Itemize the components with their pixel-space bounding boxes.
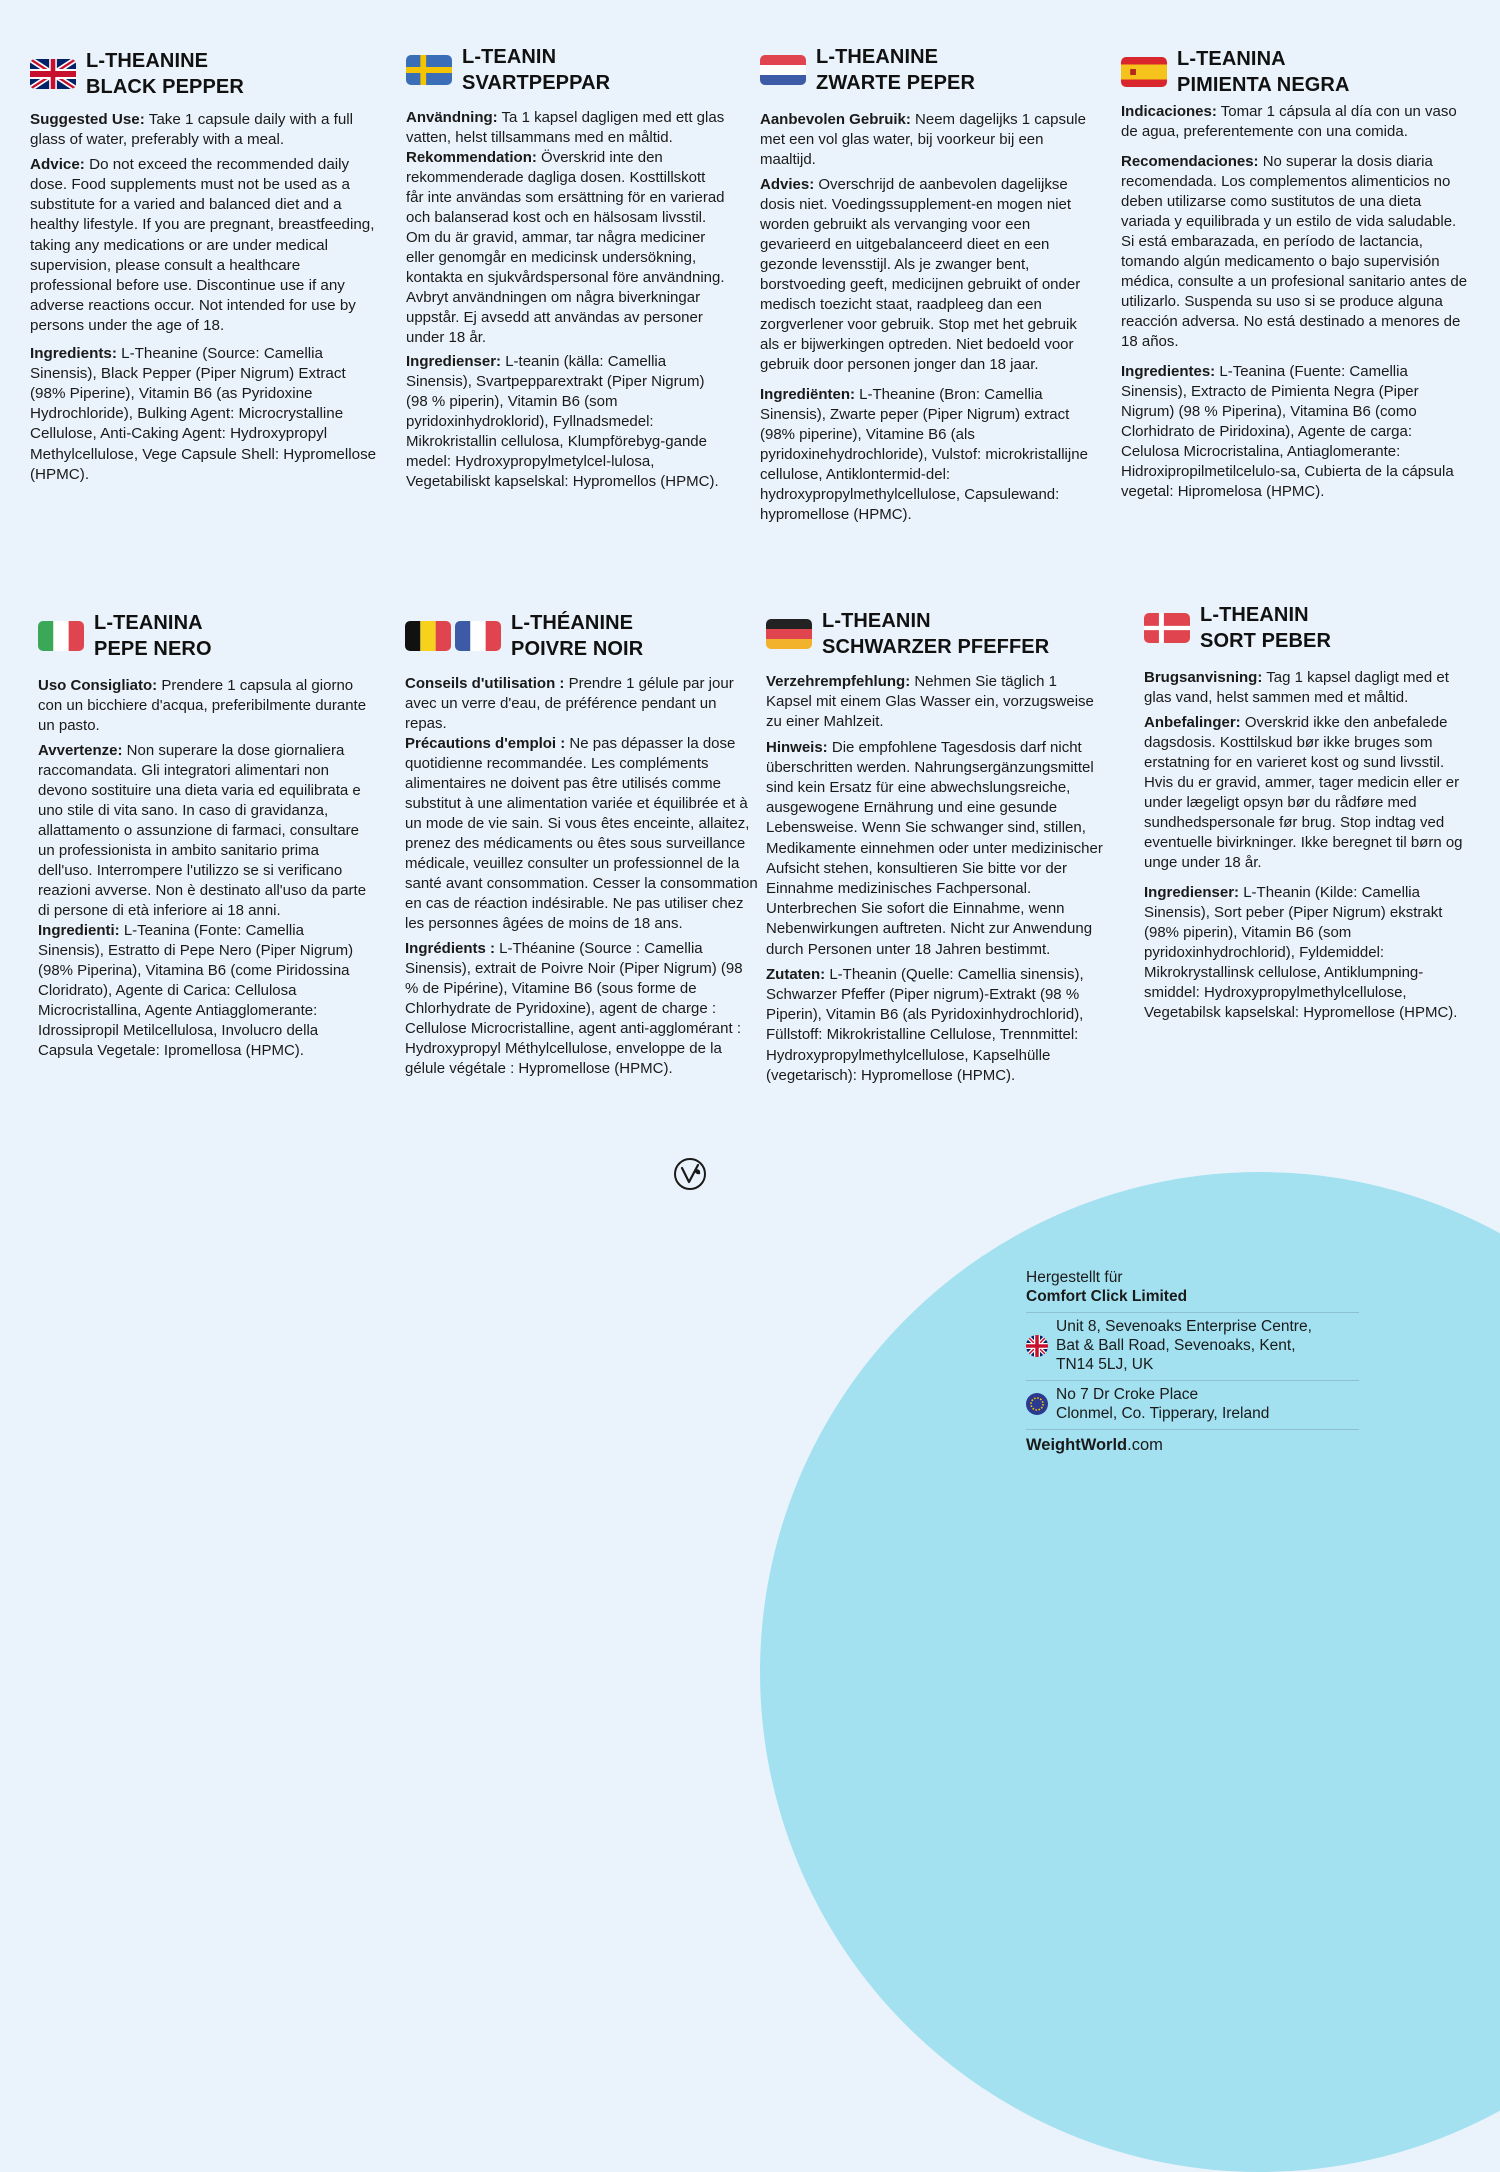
france-flag-icon bbox=[455, 621, 501, 651]
title-line-1: L-TEANINA bbox=[1177, 48, 1286, 70]
section-title bbox=[816, 44, 975, 96]
title-line-1: L-THEANINE bbox=[86, 50, 209, 72]
title-line-1: L-THEANINE bbox=[816, 46, 939, 68]
section-italian bbox=[38, 610, 368, 1066]
usage-paragraph bbox=[38, 676, 368, 736]
eu-address-line-1: No 7 Dr Croke Place bbox=[1056, 1386, 1199, 1403]
belgium-flag-icon bbox=[405, 621, 451, 651]
section-header bbox=[38, 610, 368, 662]
section-body bbox=[405, 674, 760, 1079]
advice-label: Hinweis: bbox=[766, 738, 828, 756]
vegetarian-icon bbox=[672, 1156, 708, 1192]
advice-label: Recomendaciones: bbox=[1121, 153, 1259, 170]
ingredients-text: L-Theanine (Source: Camellia Sinensis), Black Pepper (Piper Nigrum) Extract (98% Piperine), Vitamin B6 (as Pyridoxine Hydrochloride), Bulking Agent: Microcrystalline Cellulose, Anti-Caking Agent: Hydroxypropyl Methylcellulose, Vege Capsule Shell: Hypromellose (HPMC). bbox=[30, 345, 377, 483]
ingredients-text: L-Theanin (Quelle: Camellia sinensis), Schwarzer Pfeffer (Piper nigrum)-Extrakt (98 % Piperin), Vitamin B6 (als Pyridoxinhydrochlorid), Füllstoff: Mikrokristalline Cellulose, Trennmittel: Hydroxypropylmethylcellulose, Kapselhülle (vegetarisch): Hypromellose (HPMC). bbox=[766, 965, 1084, 1084]
advice-label: Avvertenze: bbox=[38, 742, 123, 759]
title-line-2: BLACK PEPPER bbox=[86, 76, 244, 98]
advice-paragraph bbox=[766, 738, 1104, 960]
title-line-1: L-TEANINA bbox=[94, 612, 203, 634]
section-spanish bbox=[1121, 46, 1469, 507]
section-header bbox=[1121, 46, 1469, 98]
section-body bbox=[30, 110, 382, 485]
denmark-flag-icon bbox=[1144, 613, 1190, 643]
advice-paragraph bbox=[30, 155, 382, 336]
uk-address-line-2: Bat & Ball Road, Sevenoaks, Kent, bbox=[1056, 1337, 1296, 1354]
advice-text: Do not exceed the recommended daily dose. Food supplements must not be used as a substitute for a varied and balanced diet and a healthy lifestyle. If you are pregnant, breastfeeding, taking any medications or are under medical supervision, please consult a healthcare professional before use. Discontinue use if any adverse reactions occur. Not intended for use by persons under the age of 18. bbox=[30, 156, 375, 334]
advice-paragraph bbox=[406, 148, 726, 348]
title-line-2: ZWARTE PEPER bbox=[816, 72, 975, 94]
advice-label: Précautions d'emploi : bbox=[405, 735, 566, 752]
usage-paragraph bbox=[1144, 668, 1470, 708]
usage-paragraph bbox=[405, 674, 760, 734]
usage-text: Prendre 1 gélule par jour avec un verre d'eau, de préférence pendant un repas. bbox=[405, 675, 734, 732]
ingredients-text: L-Theanine (Bron: Camellia Sinensis), Zwarte peper (Piper Nigrum) extract (98% piperine), Vitamine B6 (als pyridoxinehydrochloride), Vulstof: microkristallijne cellulose, Antiklontermid-del: hydroxypropylmethylcellulose, Capsulewand: hypromellose (HPMC). bbox=[760, 386, 1088, 523]
ingredients-label: Ingredienti: bbox=[38, 922, 120, 939]
section-header bbox=[1144, 602, 1470, 654]
advice-text: Non superare la dose giornaliera raccomandata. Gli integratori alimentari non devono sostituire una dieta varia ed equilibrata e uno stile di vita sano. In caso di gravidanza, allattamento o assunzione di farmaci, consultare un professionista in ambito sanitario prima dell'uso. Interrompere l'utilizzo se si verificano reazioni avverse. Non è destinato all'uso da parte di persone di età inferiore ai 18 anni. bbox=[38, 742, 367, 919]
sweden-flag-icon bbox=[406, 55, 452, 85]
section-title bbox=[1177, 46, 1350, 98]
advice-label: Advies: bbox=[760, 176, 815, 193]
ingredients-text: L-Theanin (Kilde: Camellia Sinensis), Sort peber (Piper Nigrum) ekstrakt (98% piperin), Vitamin B6 (som pyridoxinhydrochlorid), Fyldemiddel: Mikrokrystallinsk cellulose, Antiklumpning-smiddel: Hydroxypropylmethylcellulose, Vegetabilsk kapselskal: Hypromellose (HPMC). bbox=[1144, 884, 1458, 1021]
section-title bbox=[822, 608, 1049, 660]
usage-paragraph bbox=[30, 110, 382, 150]
ingredients-text: L-Théanine (Source : Camellia Sinensis), extrait de Poivre Noir (Piper Nigrum) (98 % de Pipérine), Vitamine B6 (sous forme de Chlorhydrate de Pyridoxine), agent de charge : Cellulose Microcristalline, agent anti-agglomérant : Hydroxypropyl Méthylcellulose, enveloppe de la gélule végétale : Hypromellose (HPMC). bbox=[405, 940, 743, 1077]
uk-flag-icon bbox=[30, 59, 76, 89]
germany-flag-icon bbox=[766, 619, 812, 649]
usage-label: Suggested Use: bbox=[30, 111, 145, 128]
usage-text: Tomar 1 cápsula al día con un vaso de agua, preferentemente con una comida. bbox=[1121, 103, 1457, 140]
section-german bbox=[766, 608, 1104, 1091]
section-header bbox=[760, 44, 1094, 96]
eu-address-line-2: Clonmel, Co. Tipperary, Ireland bbox=[1056, 1405, 1270, 1422]
spain-flag-icon bbox=[1121, 57, 1167, 87]
usage-label: Conseils d'utilisation : bbox=[405, 675, 565, 692]
section-body bbox=[406, 108, 726, 492]
advice-text: Överskrid inte den rekommenderade dagliga dosen. Kosttillskott får inte användas som ersättning för en varierad och balanserad kost och en hälsosam livsstil. Om du är gravid, ammar, tar några mediciner eller genomgår en medicinsk undersökning, kontakta en sjukvårdspersonal före användning. Avbryt användningen om några biverkningar uppstår. Ej avsedd att användas av personer under 18 år. bbox=[406, 149, 725, 346]
usage-label: Verzehrempfehlung: bbox=[766, 673, 911, 690]
usage-paragraph bbox=[760, 110, 1094, 170]
brand-domain: .com bbox=[1127, 1436, 1163, 1454]
manufacturer-info bbox=[1026, 1268, 1359, 1455]
advice-text: Die empfohlene Tagesdosis darf nicht überschritten werden. Nahrungsergänzungsmittel sind kein Ersatz für eine abwechslungsreiche, ausgewogene Ernährung und eine gesunde Lebensweise. Wenn Sie schwanger sind, stillen, Medikamente einnehmen oder unter medizinischer Aufsicht stehen, konsultieren Sie bitte vor der Einnahme medizinisches Fachpersonal. Unterbrechen Sie sofort die Einnahme, wenn Nebenwirkungen auftreten. Nicht zur Anwendung durch Personen unter 18 Jahren bestimmt. bbox=[766, 738, 1103, 958]
section-french bbox=[405, 610, 760, 1084]
section-title bbox=[1200, 602, 1331, 654]
usage-text: Neem dagelijks 1 capsule met een vol glas water, bij voorkeur bij een maaltijd. bbox=[760, 111, 1086, 168]
ingredients-paragraph bbox=[406, 352, 726, 492]
title-line-2: PEPE NERO bbox=[94, 638, 212, 660]
advice-text: Ne pas dépasser la dose quotidienne recommandée. Les compléments alimentaires ne doivent pas être utilisés comme substitut à une alimentation variée et équilibrée et à un mode de vie sain. Si vous êtes enceinte, allaitez, prenez des médicaments ou êtes sous surveillance médicale, veuillez consulter un professionnel de la santé avant consommation. Cesser la consommation en cas de réaction indésirable. Ne pas utiliser chez les personnes âgées de moins de 18 ans. bbox=[405, 735, 758, 932]
usage-label: Användning: bbox=[406, 109, 498, 126]
section-header bbox=[405, 610, 760, 662]
section-english bbox=[30, 48, 382, 490]
ingredients-text: L-Teanina (Fuente: Camellia Sinensis), Extracto de Pimienta Negra (Piper Nigrum) (98 % Piperina), Vitamina B6 (como Clorhidrato de Piridoxina), Agente de carga: Celulosa Microcristalina, Antiaglomerante: Hidroxipropilmetilcelulo-sa, Cubierta de la cápsula vegetal: Hipromelosa (HPMC). bbox=[1121, 363, 1454, 500]
section-header bbox=[406, 44, 726, 96]
ingredients-label: Ingredientes: bbox=[1121, 363, 1216, 380]
section-header bbox=[766, 608, 1104, 660]
advice-label: Rekommendation: bbox=[406, 149, 537, 166]
ingredients-paragraph bbox=[766, 965, 1104, 1086]
ingredients-label: Ingrediënten: bbox=[760, 386, 856, 403]
section-title bbox=[462, 44, 610, 96]
title-line-2: PIMIENTA NEGRA bbox=[1177, 74, 1350, 96]
ingredients-text: L-Teanina (Fonte: Camellia Sinensis), Estratto di Pepe Nero (Piper Nigrum) (98% Piperina), Vitamina B6 (come Piridossina Cloridrato), Agente di Carica: Cellulosa Microcristallina, Agente Antiagglomerante: Idrossipropil Metilcellulosa, Involucro della Capsula Vegetale: Ipromellosa (HPMC). bbox=[38, 922, 354, 1059]
uk-address bbox=[1056, 1317, 1312, 1374]
advice-paragraph bbox=[38, 741, 368, 921]
eu-flag-icon bbox=[1026, 1393, 1048, 1415]
ingredients-paragraph bbox=[1121, 362, 1469, 502]
section-danish bbox=[1144, 602, 1470, 1028]
ingredients-paragraph bbox=[405, 939, 760, 1079]
title-line-2: POIVRE NOIR bbox=[511, 638, 644, 660]
usage-label: Indicaciones: bbox=[1121, 103, 1217, 120]
uk-flag-icon bbox=[1026, 1335, 1048, 1357]
title-line-1: L-THEANIN bbox=[1200, 604, 1309, 626]
advice-label: Anbefalinger: bbox=[1144, 714, 1241, 731]
advice-paragraph bbox=[1121, 152, 1469, 352]
italy-flag-icon bbox=[38, 621, 84, 651]
title-line-1: L-TEANIN bbox=[462, 46, 557, 68]
advice-text: Overskrid ikke den anbefalede dagsdosis. Kosttilskud bør ikke bruges som erstatning for en varieret kost og sund livsstil. Hvis du er gravid, ammer, tager medicin eller er under lægeligt opsyn bør du rådføre med sundhedspersonale før brug. Stop indtag ved eventuelle bivirkninger. Ikke beregnet til børn og unge under 18 år. bbox=[1144, 714, 1463, 871]
title-line-1: L-THÉANINE bbox=[511, 612, 634, 634]
section-body bbox=[760, 110, 1094, 525]
title-line-2: SCHWARZER PFEFFER bbox=[822, 636, 1050, 658]
advice-paragraph bbox=[405, 734, 760, 934]
uk-address-line-1: Unit 8, Sevenoaks Enterprise Centre, bbox=[1056, 1318, 1312, 1335]
usage-paragraph bbox=[766, 672, 1104, 733]
usage-paragraph bbox=[1121, 102, 1469, 142]
ingredients-text: L-teanin (källa: Camellia Sinensis), Svartpepparextrakt (Piper Nigrum) (98 % piperin), Vitamin B6 (som pyridoxinhydroklorid), Fyllnadsmedel: Mikrokristallin cellulosa, Klumpförebyg-gande medel: Hydroxypropylmetylcel-lulosa, Vegetabiliskt kapselskal: Hypromellos (HPMC). bbox=[406, 353, 719, 490]
section-body bbox=[1144, 668, 1470, 1023]
usage-label: Uso Consigliato: bbox=[38, 677, 158, 694]
advice-paragraph bbox=[760, 175, 1094, 375]
advice-paragraph bbox=[1144, 713, 1470, 873]
website-link[interactable] bbox=[1026, 1429, 1359, 1455]
ingredients-paragraph bbox=[30, 344, 382, 485]
uk-address-line-3: TN14 5LJ, UK bbox=[1056, 1356, 1154, 1373]
usage-text: Tag 1 kapsel dagligt med et glas vand, helst sammen med et måltid. bbox=[1144, 669, 1449, 706]
ingredients-label: Zutaten: bbox=[766, 965, 826, 983]
ingredients-paragraph bbox=[760, 385, 1094, 525]
ingredients-label: Ingredienser: bbox=[1144, 884, 1240, 901]
ingredients-paragraph bbox=[38, 921, 368, 1061]
usage-text: Take 1 capsule daily with a full glass of water, preferably with a meal. bbox=[30, 111, 354, 149]
eu-address bbox=[1056, 1385, 1269, 1423]
netherlands-flag-icon bbox=[760, 55, 806, 85]
usage-text: Ta 1 kapsel dagligen med ett glas vatten, helst tillsammans med en måltid. bbox=[406, 109, 725, 146]
company-name: Comfort Click Limited bbox=[1026, 1288, 1188, 1305]
usage-text: Nehmen Sie täglich 1 Kapsel mit einem Glas Wasser ein, vorzugsweise zu einer Mahlzeit. bbox=[766, 673, 1094, 731]
section-title bbox=[86, 48, 244, 100]
flag-group bbox=[405, 621, 501, 651]
section-dutch bbox=[760, 44, 1094, 530]
advice-text: Overschrijd de aanbevolen dagelijkse dosis niet. Voedingssupplement-en mogen niet worden gebruikt als vervanging voor een gevarieerd en uitgebalanceerd dieet en een gezonde levensstijl. Als je zwanger bent, borstvoeding geeft, medicijnen gebruikt of onder medisch toezicht staat, raadpleeg dan een zorgverlener voor gebruik. Stop met het gebruik als er bijwerkingen optreden. Niet bedoeld voor gebruik door personen jonger dan 18 jaar. bbox=[760, 176, 1081, 373]
section-header bbox=[30, 48, 382, 100]
usage-paragraph bbox=[406, 108, 726, 148]
uk-address-row bbox=[1026, 1312, 1359, 1380]
section-title bbox=[511, 610, 643, 662]
section-swedish bbox=[406, 44, 726, 497]
section-body bbox=[1121, 102, 1469, 502]
usage-text: Prendere 1 capsula al giorno con un bicchiere d'acqua, preferibilmente durante un pasto. bbox=[38, 677, 367, 734]
section-body bbox=[766, 672, 1104, 1086]
ingredients-label: Ingredients: bbox=[30, 345, 117, 363]
section-title bbox=[94, 610, 212, 662]
brand-name: WeightWorld bbox=[1026, 1436, 1128, 1454]
eu-address-row bbox=[1026, 1380, 1359, 1429]
usage-label: Brugsanvisning: bbox=[1144, 669, 1263, 686]
advice-label: Advice: bbox=[30, 156, 85, 174]
ingredients-label: Ingrédients : bbox=[405, 940, 496, 957]
usage-label: Aanbevolen Gebruik: bbox=[760, 111, 911, 128]
ingredients-paragraph bbox=[1144, 883, 1470, 1023]
title-line-2: SVARTPEPPAR bbox=[462, 72, 611, 94]
section-body bbox=[38, 676, 368, 1061]
advice-text: No superar la dosis diaria recomendada. Los complementos alimenticios no deben utilizarse como sustitutos de una dieta variada y equilibrada y un estilo de vida saludable. Si está embarazada, en período de lactancia, tomando algún medicamento o bajo supervisión médica, consulte a un profesional sanitario antes de utilizarlo. Suspenda su uso si se produce alguna reacción adversa. No está destinado a menores de 18 años. bbox=[1121, 153, 1468, 350]
ingredients-label: Ingredienser: bbox=[406, 353, 502, 370]
title-line-2: SORT PEBER bbox=[1200, 630, 1332, 652]
title-line-1: L-THEANIN bbox=[822, 610, 931, 632]
made-for-label: Hergestellt für bbox=[1026, 1269, 1123, 1286]
